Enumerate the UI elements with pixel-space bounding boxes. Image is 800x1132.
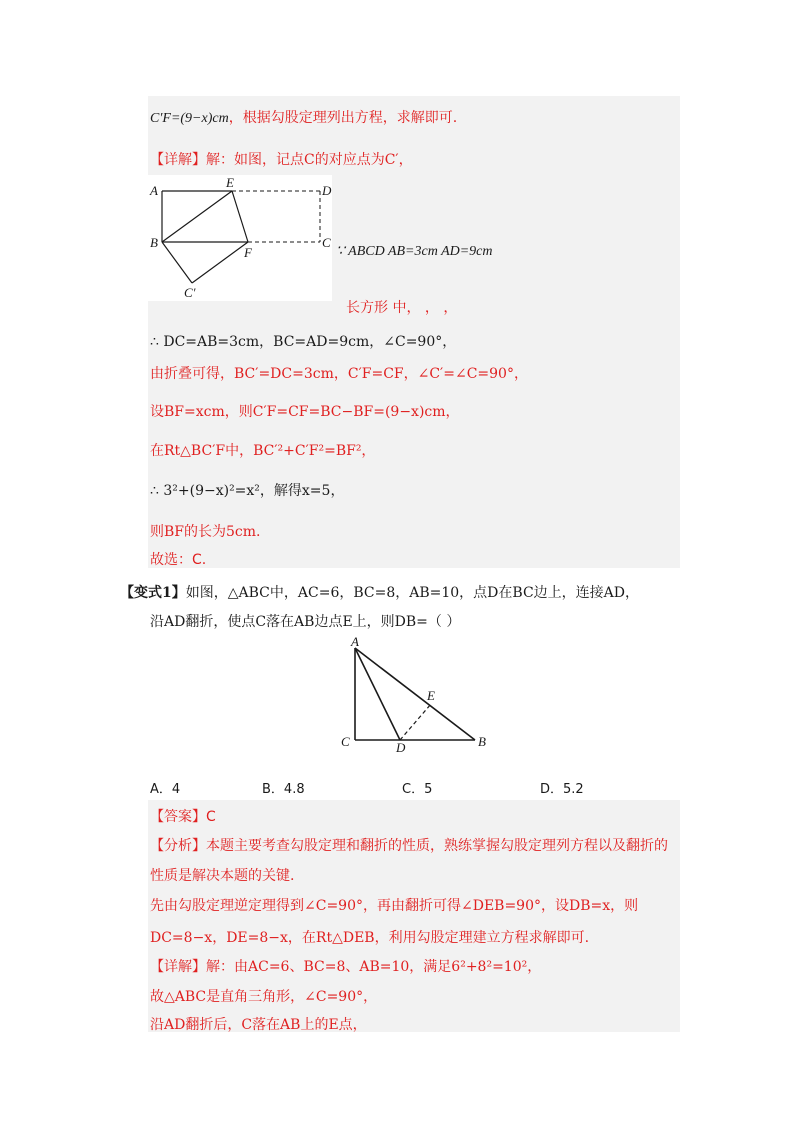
choice-c[interactable]: C．5 <box>402 782 433 797</box>
sec2-analysis-2: 性质是解决本题的关键. <box>150 868 295 884</box>
variant-text-1: 如图，△ABC中，AC=6，BC=8，AB=10，点D在BC边上，连接AD， <box>185 585 640 601</box>
analysis-text-1: 本题主要考查勾股定理和翻折的性质，熟练掌握勾股定理列方程以及翻折的 <box>206 838 668 854</box>
sec1-because-line: ∵ ABCD AB=3cm AD=9cm <box>336 244 493 259</box>
detail-text: 解：如图，记点C的对应点为C′， <box>206 152 413 168</box>
fig2-edge-AD <box>355 648 400 740</box>
sec1-detail <box>150 150 413 170</box>
fig2-edge-DE-dashed <box>400 704 431 740</box>
fig1-label-E: E <box>226 175 234 190</box>
fig2-edge-AB <box>355 648 475 740</box>
fig1-edge-CpF <box>192 242 248 283</box>
fig1-label-B: B <box>150 235 158 250</box>
fig2-label-D: D <box>396 740 406 752</box>
choice-b[interactable]: B．4.8 <box>262 782 305 797</box>
fig2-label-B: B <box>478 734 486 749</box>
sec1-rect-line: 长方形 中， ， ， <box>346 300 458 316</box>
fig1-edge-BE <box>162 191 232 242</box>
sec1-line1-math: C′F=(9−x)cm <box>150 111 229 126</box>
detail2-tag: 【详解】 <box>150 959 206 975</box>
fig1-label-D: D <box>322 183 332 198</box>
fig1-label-Cp: C′ <box>184 285 196 300</box>
answer-value: C <box>206 809 216 825</box>
sec2-analysis-3: 先由勾股定理逆定理得到∠C=90°，再由翻折可得∠DEB=90°，设DB=x，则 <box>150 898 639 914</box>
variant-line2: 沿AD翻折，使点C落在AB边点E上，则DB=（ ） <box>150 614 461 630</box>
choice-a[interactable]: A．4 <box>150 782 181 797</box>
sec1-line1 <box>150 108 457 129</box>
sec1-fold-line: 由折叠可得，BC′=DC=3cm，C′F=CF，∠C′=∠C=90°， <box>150 366 528 382</box>
sec1-rt-line: 在Rt△BC′F中，BC′²+C′F²=BF²， <box>150 443 376 459</box>
variant-line1 <box>120 583 639 603</box>
fig2-label-C: C <box>341 734 350 749</box>
answer-tag: 【答案】 <box>150 809 206 825</box>
detail-tag: 【详解】 <box>150 152 206 168</box>
figure-2 <box>335 636 495 752</box>
fig1-label-A: A <box>150 183 158 198</box>
figure-1 <box>148 175 332 301</box>
sec2-analysis-4: DC=8−x，DE=8−x，在Rt△DEB，利用勾股定理建立方程求解即可. <box>150 930 590 946</box>
sec1-bf-line: 则BF的长为5cm. <box>150 524 261 540</box>
sec1-answer-line: 故选：C. <box>150 552 207 568</box>
sec1-eq-line: ∴ 3²+(9−x)²=x²，解得x=5， <box>150 483 345 499</box>
fig1-label-F: F <box>244 245 252 260</box>
fig1-edge-EF <box>232 191 248 242</box>
sec1-line1-text: ，根据勾股定理列出方程，求解即可. <box>228 110 458 126</box>
sec1-therefore1: ∴ DC=AB=3cm，BC=AD=9cm，∠C=90°， <box>150 334 457 350</box>
sec2-detail-2: 故△ABC是直角三角形，∠C=90°， <box>150 989 378 1005</box>
fig2-label-A: A <box>351 636 359 649</box>
analysis-tag: 【分析】 <box>150 838 206 854</box>
detail2-text-1: 解：由AC=6、BC=8、AB=10，满足6²+8²=10²， <box>206 959 542 975</box>
variant-tag: 【变式1】 <box>120 585 186 601</box>
choice-d[interactable]: D．5.2 <box>540 782 584 797</box>
sec2-detail-1 <box>150 957 541 977</box>
fig1-edge-BCp <box>162 242 192 283</box>
fig1-label-C: C <box>322 235 331 250</box>
sec2-answer <box>150 807 216 827</box>
sec2-detail-3: 沿AD翻折后，C落在AB上的E点， <box>150 1017 367 1033</box>
fig2-label-E: E <box>427 688 435 703</box>
sec2-analysis-1 <box>150 836 668 856</box>
sec1-let-line: 设BF=xcm，则C′F=CF=BC−BF=(9−x)cm， <box>150 404 460 420</box>
